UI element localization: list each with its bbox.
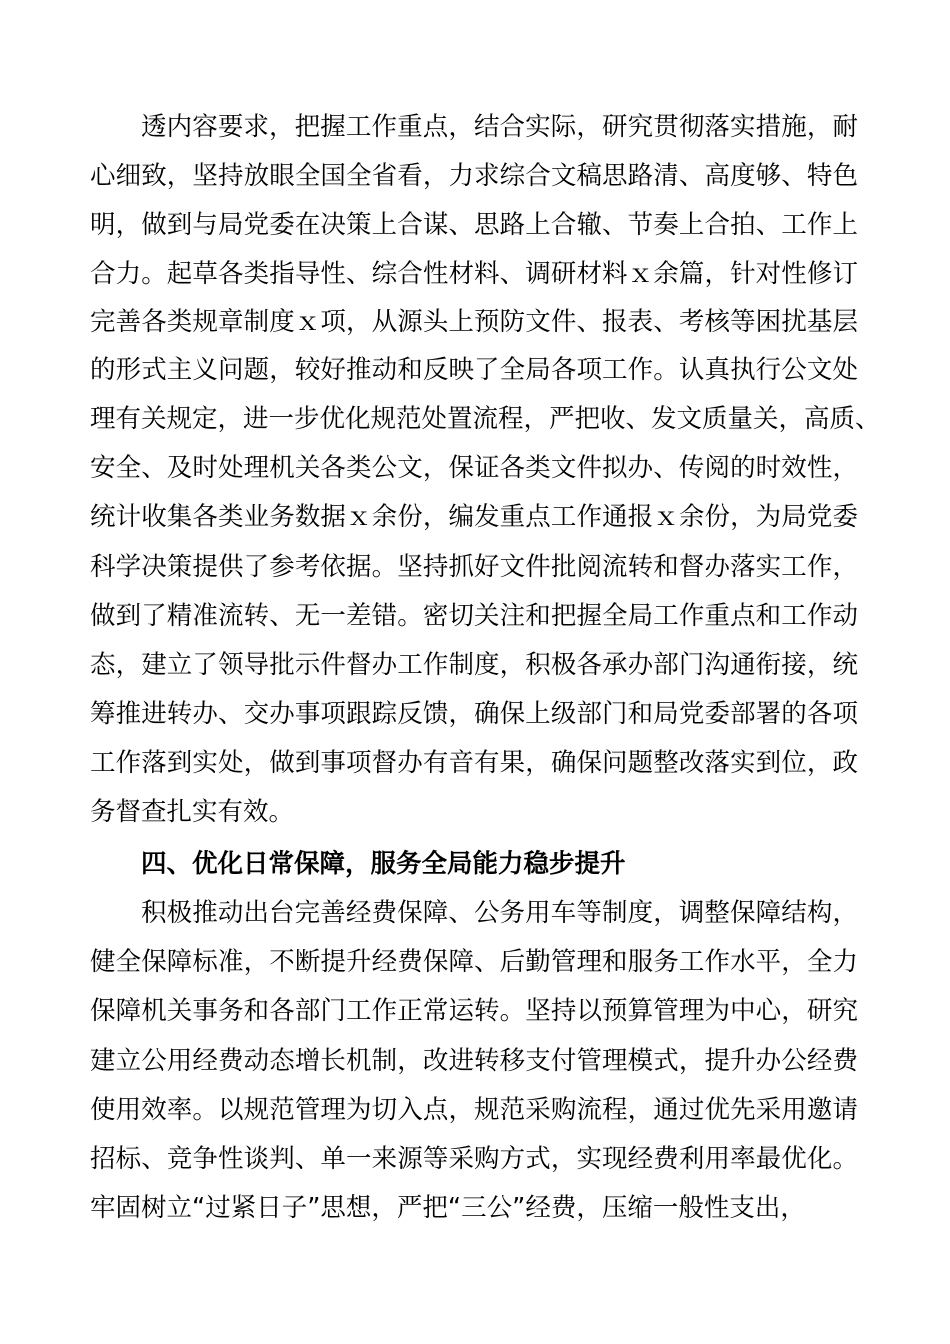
paragraph-line: 务督查扎实有效。 xyxy=(90,797,295,827)
paragraph-line: 科学决策提供了参考依据。坚持抓好文件批阅流转和督办落实工作， xyxy=(90,552,858,582)
paragraph-line: 使用效率。以规范管理为切入点，规范采购流程，通过优先采用邀请 xyxy=(90,1095,858,1125)
paragraph-line: 合力。起草各类指导性、综合性材料、调研材料ｘ余篇，针对性修订 xyxy=(90,259,858,289)
paragraph-line: 保障机关事务和各部门工作正常运转。坚持以预算管理为中心，研究 xyxy=(90,996,858,1026)
paragraph-line: 统计收集各类业务数据ｘ余份，编发重点工作通报ｘ余份，为局党委 xyxy=(90,502,858,532)
paragraph-line: 态，建立了领导批示件督办工作制度，积极各承办部门沟通衔接，统 xyxy=(90,650,858,680)
paragraph-line: 安全、及时处理机关各类公文，保证各类文件拟办、传阅的时效性， xyxy=(90,453,858,483)
paragraph-line: 做到了精准流转、无一差错。密切关注和把握全局工作重点和工作动 xyxy=(90,601,858,631)
paragraph-line: 透内容要求，把握工作重点，结合实际，研究贯彻落实措施，耐 xyxy=(141,112,858,142)
paragraph-line: 的形式主义问题，较好推动和反映了全局各项工作。认真执行公文处 xyxy=(90,355,858,385)
paragraph-line: 心细致，坚持放眼全国全省看，力求综合文稿思路清、高度够、特色 xyxy=(90,161,858,191)
paragraph-line: 积极推动出台完善经费保障、公务用车等制度，调整保障结构， xyxy=(141,898,858,928)
paragraph-line: 牢固树立“过紧日子”思想，严把“三公”经费，压缩一般性支出， xyxy=(90,1193,806,1223)
paragraph-line: 明，做到与局党委在决策上合谋、思路上合辙、节奏上合拍、工作上 xyxy=(90,210,858,240)
paragraph-line: 完善各类规章制度ｘ项，从源头上预防文件、报表、考核等困扰基层 xyxy=(90,307,858,337)
paragraph-line: 招标、竞争性谈判、单一来源等采购方式，实现经费利用率最优化。 xyxy=(90,1144,858,1174)
paragraph-line: 理有关规定，进一步优化规范处置流程，严把收、发文质量关，高质、 xyxy=(90,404,881,434)
section-heading: 四、优化日常保障，服务全局能力稳步提升 xyxy=(141,849,626,879)
paragraph-line: 健全保障标准，不断提升经费保障、后勤管理和服务工作水平，全力 xyxy=(90,947,858,977)
paragraph-line: 建立公用经费动态增长机制，改进转移支付管理模式，提升办公经费 xyxy=(90,1046,858,1076)
paragraph-line: 筹推进转办、交办事项跟踪反馈，确保上级部门和局党委部署的各项 xyxy=(90,699,858,729)
paragraph-line: 工作落到实处，做到事项督办有音有果，确保问题整改落实到位，政 xyxy=(90,748,858,778)
